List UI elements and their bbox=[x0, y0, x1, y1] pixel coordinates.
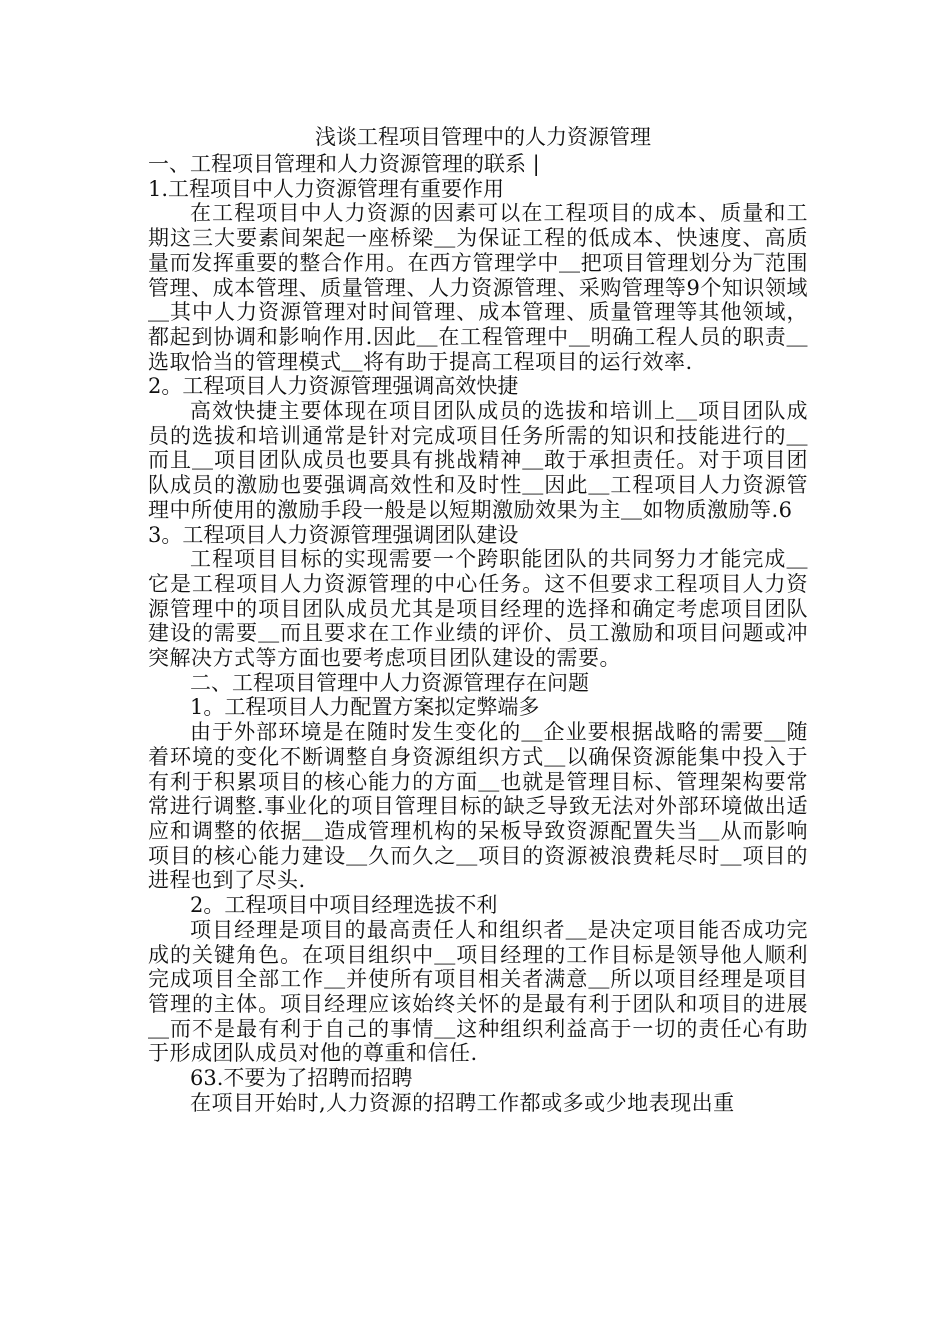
section-heading: 63.不要为了招聘而招聘 bbox=[190, 1066, 413, 1091]
section-heading: 3。工程项目人力资源管理强调团队建设 bbox=[148, 522, 519, 547]
section-heading: 2。工程项目人力资源管理强调高效快捷 bbox=[148, 374, 519, 399]
body-paragraph: 项目经理是项目的最高责任人和组织者＿是决定项目能否成功完成的关键角色。在项目组织中＿项目经理的工作目标是领导他人顺利完成项目全部工作＿并使所有项目相关者满意＿所以项目经理是项目管理的主体。项目经理应该始终关怀的是最有利于团队和项目的进展＿而不是最有利于自己的事情＿这种组织利益高于一切的责任心有助于形成团队成员对他的尊重和信任. bbox=[148, 917, 808, 1066]
body-paragraph: 在项目开始时,人力资源的招聘工作都或多或少地表现出重 bbox=[190, 1090, 735, 1115]
body-paragraph: 高效快捷主要体现在项目团队成员的选拔和培训上＿项目团队成员的选拔和培训通常是针对完成项目任务所需的知识和技能进行的＿而且＿项目团队成员也要具有挑战精神＿敢于承担责任。对于项目团队成员的激励也要强调高效性和及时性＿因此＿工程项目人力资源管理中所使用的激励手段一般是以短期激励效果为主＿如物质激励等.6 bbox=[148, 399, 808, 522]
document-title: 浅谈工程项目管理中的人力资源管理 bbox=[315, 125, 651, 149]
section-heading: 一、工程项目管理和人力资源管理的联系 | bbox=[148, 152, 540, 176]
section-heading: 二、工程项目管理中人力资源管理存在问题 bbox=[190, 670, 589, 695]
body-paragraph: 由于外部环境是在随时发生变化的＿企业要根据战略的需要＿随着环境的变化不断调整自身资源组织方式＿以确保资源能集中投入于有利于积累项目的核心能力的方面＿也就是管理目标、管理架构要常常进行调整.事业化的项目管理目标的缺乏导致无法对外部环境做出适应和调整的依据＿造成管理机构的呆板导致资源配置失当＿从而影响项目的核心能力建设＿久而久之＿项目的资源被浪费耗尽时＿项目的进程也到了尽头. bbox=[148, 720, 808, 893]
section-heading: 2。工程项目中项目经理选拔不利 bbox=[190, 893, 498, 918]
section-heading: 1。工程项目人力配置方案拟定弊端多 bbox=[190, 695, 540, 720]
body-paragraph: 工程项目目标的实现需要一个跨职能团队的共同努力才能完成＿它是工程项目人力资源管理的中心任务。这不但要求工程项目人力资源管理中的项目团队成员尤其是项目经理的选择和确定考虑项目团队建设的需要＿而且要求在工作业绩的评价、员工激励和项目问题或冲突解决方式等方面也要考虑项目团队建设的需要。 bbox=[148, 547, 808, 671]
body-paragraph: 在工程项目中人力资源的因素可以在工程项目的成本、质量和工期这三大要素间架起一座桥梁＿为保证工程的低成本、快速度、高质量而发挥重要的整合作用。在西方管理学中＿把项目管理划分为‾范围管理、成本管理、质量管理、人力资源管理、采购管理等9个知识领域＿其中人力资源管理对时间管理、成本管理、质量管理等其他领域，都起到协调和影响作用.因此＿在工程管理中＿明确工程人员的职责＿选取恰当的管理模式＿将有助于提高工程项目的运行效率. bbox=[148, 201, 808, 374]
document-body bbox=[148, 152, 808, 1115]
section-heading: 1.工程项目中人力资源管理有重要作用 bbox=[148, 176, 505, 201]
document-page bbox=[148, 122, 808, 1115]
